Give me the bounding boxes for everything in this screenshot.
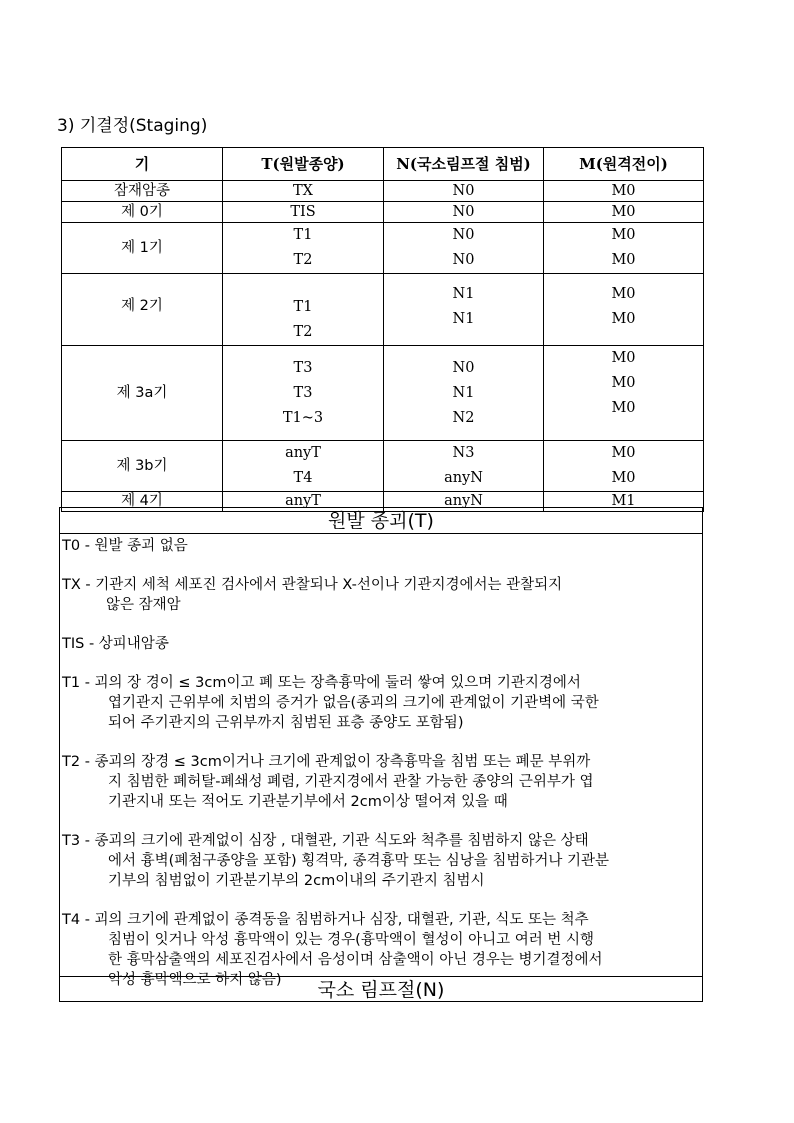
m-cell (544, 223, 704, 274)
tnm-definition-box (59, 507, 703, 1002)
definition-line: 침범이 잇거나 악성 흉막액이 있는 경우(흉막액이 혈성이 아니고 여러 번 시행 (108, 932, 594, 948)
stage-cell: 잠재암종 (62, 181, 223, 202)
n-value: N0 (452, 252, 475, 268)
definition-line: TIS - 상피내암종 (62, 636, 169, 652)
table-header-row (62, 148, 704, 181)
table-row (62, 441, 704, 492)
t-cell: anyT (223, 492, 384, 512)
header-n: N(국소림프절 침범) (384, 148, 544, 181)
n-cell: N0 (384, 202, 544, 223)
t-cell (223, 223, 384, 274)
n-value: N3 (452, 445, 475, 461)
t-value: T4 (293, 470, 313, 486)
definition-line: T4 - 괴의 크기에 관계없이 종격동을 침범하거나 심장, 대혈관, 기관, 식도 또는 척추 (62, 912, 589, 928)
stage-cell: 제 3b기 (62, 441, 223, 492)
definition-t1 (62, 673, 702, 733)
definition-line: 한 흉막삼출액의 세포진검사에서 음성이며 삼출액이 아닌 경우는 병기결정에서 (108, 952, 603, 968)
m-value: M0 (611, 286, 636, 302)
m-value: M0 (611, 445, 636, 461)
t-value: T1~3 (282, 409, 324, 426)
t-definition-list (62, 536, 702, 990)
table-row (62, 223, 704, 274)
m-value: M0 (611, 227, 636, 243)
definition-line: 않은 잠재암 (106, 597, 181, 613)
definition-tis (62, 634, 702, 654)
table-row (62, 274, 704, 346)
m-cell: M0 (544, 202, 704, 223)
n-section-title: 국소 림프절(N) (317, 979, 445, 1001)
m-value: M0 (611, 350, 636, 366)
n-cell (384, 346, 544, 441)
t-section-title: 원발 종괴(T) (328, 510, 434, 532)
n-cell (384, 274, 544, 346)
n-cell (384, 441, 544, 492)
n-cell (384, 223, 544, 274)
m-cell (544, 274, 704, 346)
n-cell: N0 (384, 181, 544, 202)
t-cell: TIS (223, 202, 384, 223)
divider (60, 533, 702, 534)
definition-line: T1 - 괴의 장 경이 ≤ 3cm이고 폐 또는 장측흉막에 둘러 쌓여 있으며 기관지경에서 (62, 675, 581, 691)
n-value: N0 (452, 359, 475, 376)
n-value: N0 (452, 227, 475, 243)
t-value: T2 (293, 323, 313, 340)
n-cell: anyN (384, 492, 544, 512)
definition-line: T0 - 원발 종괴 없음 (62, 538, 188, 554)
definition-t2 (62, 752, 702, 812)
definition-line: T3 - 종괴의 크기에 관계없이 심장 , 대혈관, 기관 식도와 척추를 침범하지 않은 상태 (62, 833, 589, 849)
table-row (62, 346, 704, 441)
header-stage: 기 (62, 148, 223, 181)
m-cell (544, 346, 704, 441)
table-row (62, 202, 704, 223)
m-value: M0 (611, 311, 636, 327)
m-value: M0 (611, 470, 636, 486)
m-cell: M1 (544, 492, 704, 512)
definition-line: 되어 주기관지의 근위부까지 침범된 표층 종양도 포함됨) (108, 715, 464, 731)
t-value: T1 (293, 298, 313, 315)
m-value: M0 (611, 252, 636, 268)
n-value: anyN (444, 470, 483, 486)
t-value: T1 (293, 227, 313, 243)
t-value: T3 (293, 384, 313, 401)
header-m: M(원격전이) (544, 148, 704, 181)
definition-t3 (62, 831, 702, 891)
table-row (62, 181, 704, 202)
definition-line: T2 - 종괴의 장경 ≤ 3cm이거나 크기에 관계없이 장측흉막을 침범 또는 폐문 부위까 (62, 754, 591, 770)
definition-line: 지 침범한 폐허탈-폐쇄성 폐렴, 기관지경에서 관찰 가능한 종양의 근위부가 엽 (108, 774, 594, 790)
m-value: M0 (611, 375, 636, 391)
t-cell: TX (223, 181, 384, 202)
stage-cell: 제 0기 (62, 202, 223, 223)
definition-line: TX - 기관지 세척 세포진 검사에서 관찰되나 X-선이나 기관지경에서는 관찰되지 (62, 577, 563, 593)
header-t: T(원발종양) (223, 148, 384, 181)
definition-line: 엽기관지 근위부에 치범의 증거가 없음(종괴의 크기에 관계없이 기관벽에 국한 (108, 695, 599, 711)
definition-line: 에서 흉벽(폐첨구종양을 포함) 횡격막, 종격흉막 또는 심낭을 침범하거나 기관분 (108, 853, 610, 869)
stage-cell: 제 4기 (62, 492, 223, 512)
m-cell (544, 441, 704, 492)
stage-cell: 제 3a기 (62, 346, 223, 441)
definition-line: 악성 흉막액으로 하지 않음) (108, 972, 282, 988)
m-value: M0 (611, 400, 636, 416)
t-cell (223, 274, 384, 346)
n-value: N1 (452, 311, 475, 327)
stage-cell: 제 1기 (62, 223, 223, 274)
section-heading: 3) 기결정(Staging) (57, 116, 208, 136)
definition-tx (62, 575, 702, 615)
staging-table (61, 147, 704, 512)
t-value: T3 (293, 359, 313, 376)
t-value: T2 (293, 252, 313, 268)
n-value: N2 (452, 409, 475, 426)
n-value: N1 (452, 384, 475, 401)
t-cell (223, 346, 384, 441)
definition-t0 (62, 536, 702, 556)
t-value: anyT (285, 445, 321, 461)
n-value: N1 (452, 286, 475, 302)
definition-line: 기부의 침범없이 기관분기부의 2cm이내의 주기관지 침범시 (108, 873, 485, 889)
t-cell (223, 441, 384, 492)
definition-line: 기관지내 또는 적어도 기관분기부에서 2cm이상 떨어져 있을 때 (108, 794, 508, 810)
m-cell: M0 (544, 181, 704, 202)
stage-cell: 제 2기 (62, 274, 223, 346)
